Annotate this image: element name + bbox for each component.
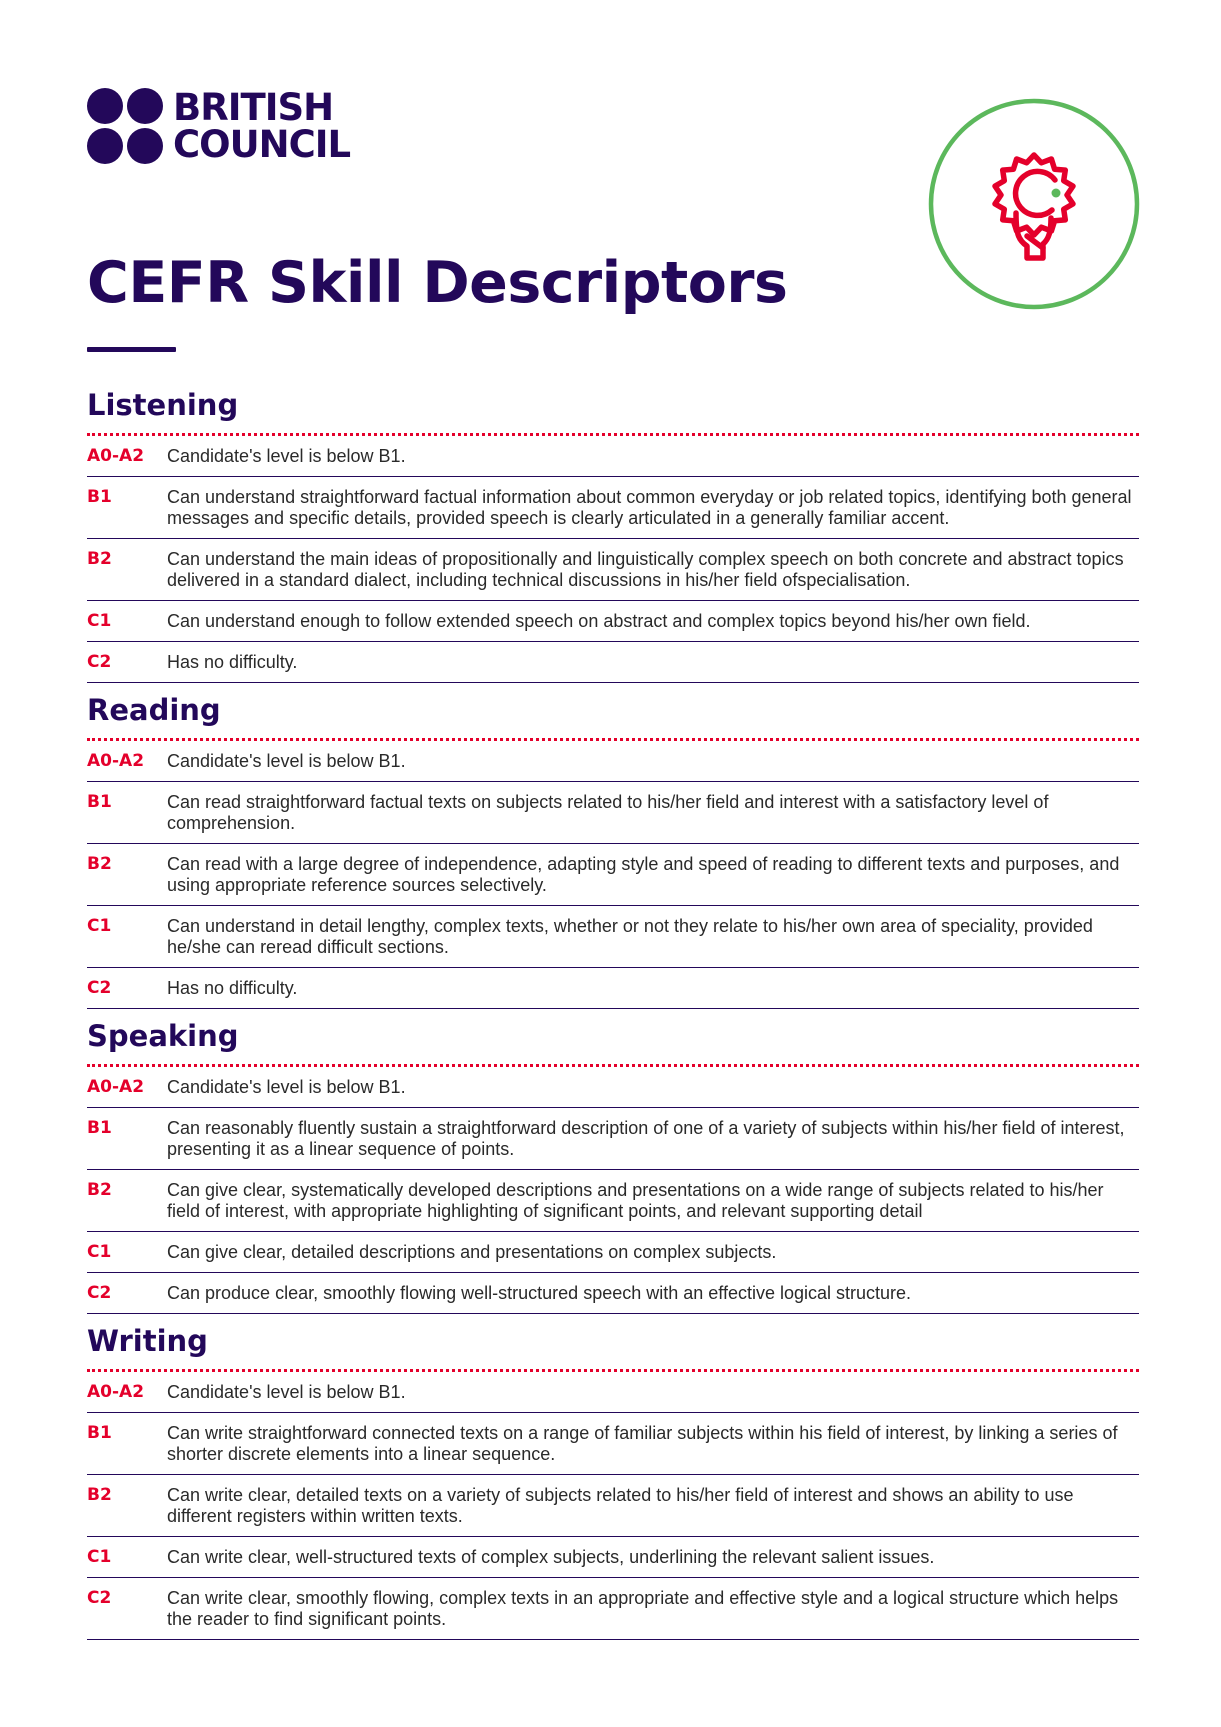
level-label: C1: [87, 916, 112, 936]
level-description: Candidate's level is below B1.: [167, 1077, 406, 1097]
descriptor-row: [87, 1273, 1139, 1314]
level-description: Can read with a large degree of independence, adapting style and speed of reading to different texts and purposes, and using appropriate reference sources selectively.: [167, 854, 1120, 895]
level-description: Can write clear, smoothly flowing, complex texts in an appropriate and effective style and a logical structure which helps the reader to find significant points.: [167, 1588, 1119, 1629]
section-speaking: [87, 1009, 1139, 1314]
descriptor-row: [87, 1170, 1139, 1232]
level-label: C1: [87, 1242, 112, 1262]
level-label: C2: [87, 1283, 112, 1303]
level-description: Candidate's level is below B1.: [167, 1382, 406, 1402]
level-description: Has no difficulty.: [167, 652, 298, 672]
descriptor-row: [87, 1413, 1139, 1475]
section-writing: [87, 1314, 1139, 1640]
level-label: C1: [87, 611, 112, 631]
british-council-logo: [87, 88, 350, 164]
level-description: Candidate's level is below B1.: [167, 751, 406, 771]
level-description: Candidate's level is below B1.: [167, 446, 406, 466]
section-heading: Speaking: [87, 1019, 239, 1053]
descriptor-row: [87, 1108, 1139, 1170]
level-label: C1: [87, 1547, 112, 1567]
logo-line-2: COUNCIL: [173, 123, 351, 166]
level-description: Can understand straightforward factual information about common everyday or job related topics, identifying both general messages and specific details, provided speech is clearly articulated in a generally familiar accent.: [167, 487, 1132, 528]
descriptor-row: [87, 539, 1139, 601]
logo-dots-icon: [87, 88, 163, 164]
section-heading: Writing: [87, 1324, 208, 1358]
level-description: Has no difficulty.: [167, 978, 298, 998]
page-title: CEFR Skill Descriptors: [87, 250, 788, 316]
level-label: B2: [87, 549, 112, 569]
section-heading: Listening: [87, 388, 239, 422]
level-description: Can write clear, well-structured texts of complex subjects, underlining the relevant salient issues.: [167, 1547, 935, 1567]
level-label: C2: [87, 652, 112, 672]
descriptor-row: [87, 1578, 1139, 1640]
descriptor-sections: [87, 378, 1139, 1640]
level-description: Can write clear, detailed texts on a variety of subjects related to his/her field of interest and shows an ability to use different registers within written texts.: [167, 1485, 1074, 1526]
level-label: B1: [87, 792, 112, 812]
section-heading: Reading: [87, 693, 221, 727]
descriptor-row: [87, 906, 1139, 968]
level-description: Can understand enough to follow extended speech on abstract and complex topics beyond his/her own field.: [167, 611, 1031, 631]
descriptor-row: [87, 1537, 1139, 1578]
certificate-rosette-icon: [928, 98, 1140, 310]
level-label: A0-A2: [87, 1077, 145, 1097]
level-label: C2: [87, 1588, 112, 1608]
level-description: Can give clear, detailed descriptions and presentations on complex subjects.: [167, 1242, 777, 1262]
level-description: Can read straightforward factual texts on subjects related to his/her field and interest with a satisfactory level of comprehension.: [167, 792, 1049, 833]
level-label: A0-A2: [87, 446, 145, 466]
level-label: A0-A2: [87, 1382, 145, 1402]
logo-line-1: BRITISH: [173, 86, 334, 129]
descriptor-row: [87, 477, 1139, 539]
level-label: B1: [87, 1118, 112, 1138]
logo-wordmark: [173, 86, 351, 166]
level-label: B2: [87, 1180, 112, 1200]
descriptor-row: [87, 741, 1139, 782]
descriptor-row: [87, 1232, 1139, 1273]
title-underline: [87, 347, 176, 352]
descriptor-row: [87, 782, 1139, 844]
descriptor-row: [87, 436, 1139, 477]
descriptor-row: [87, 642, 1139, 683]
level-label: A0-A2: [87, 751, 145, 771]
level-description: Can write straightforward connected texts on a range of familiar subjects within his field of interest, by linking a series of shorter discrete elements into a linear sequence.: [167, 1423, 1118, 1464]
level-label: C2: [87, 978, 112, 998]
level-description: Can produce clear, smoothly flowing well-structured speech with an effective logical structure.: [167, 1283, 912, 1303]
descriptor-row: [87, 1372, 1139, 1413]
section-listening: [87, 378, 1139, 683]
level-label: B1: [87, 1423, 112, 1443]
section-reading: [87, 683, 1139, 1009]
descriptor-row: [87, 1067, 1139, 1108]
descriptor-row: [87, 601, 1139, 642]
level-description: Can understand the main ideas of propositionally and linguistically complex speech on both concrete and abstract topics delivered in a standard dialect, including technical discussions in his/her field ofspecialisation.: [167, 549, 1124, 590]
descriptor-row: [87, 844, 1139, 906]
level-description: Can reasonably fluently sustain a straightforward description of one of a variety of subjects within his/her field of interest, presenting it as a linear sequence of points.: [167, 1118, 1125, 1159]
level-description: Can give clear, systematically developed descriptions and presentations on a wide range of subjects related to his/her field of interest, with appropriate highlighting of significant points, and relevant supporting detail: [167, 1180, 1104, 1221]
level-label: B2: [87, 854, 112, 874]
descriptor-row: [87, 968, 1139, 1009]
level-label: B1: [87, 487, 112, 507]
level-label: B2: [87, 1485, 112, 1505]
level-description: Can understand in detail lengthy, complex texts, whether or not they relate to his/her own area of speciality, provided he/she can reread difficult sections.: [167, 916, 1093, 957]
descriptor-row: [87, 1475, 1139, 1537]
